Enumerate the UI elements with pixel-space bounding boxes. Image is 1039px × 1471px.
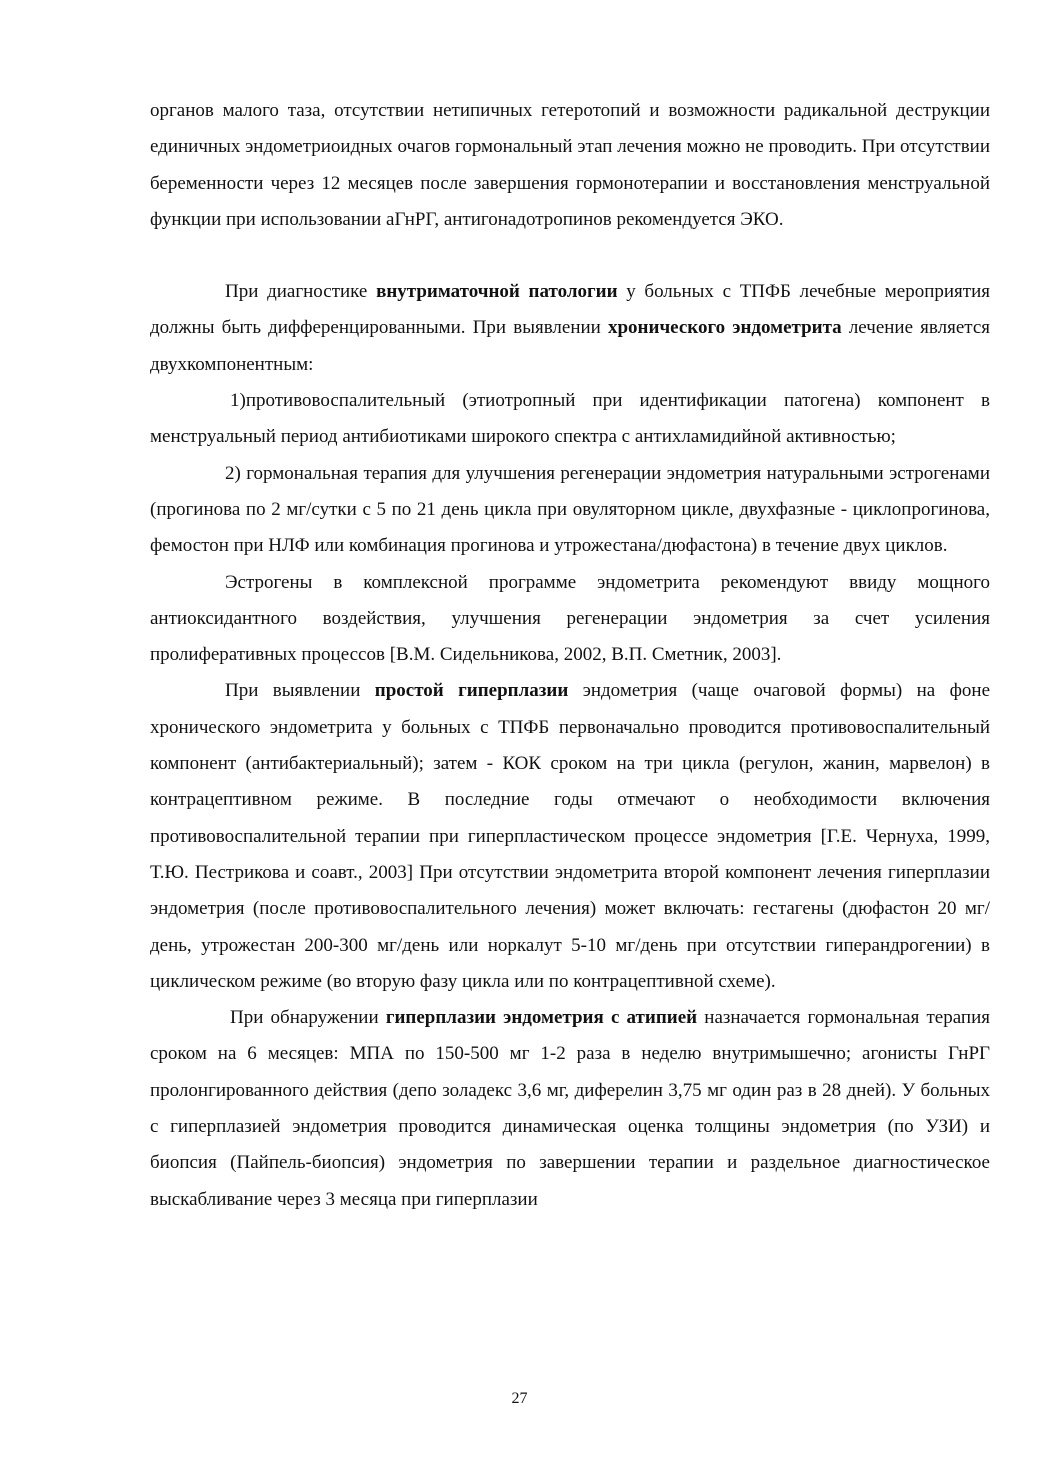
bold-term-simple-hyperplasia: простой гиперплазии xyxy=(374,680,569,702)
paragraph-2 xyxy=(150,274,990,383)
paragraph-5-text: Эстрогены в комплексной программе эндометрита рекомендуют ввиду мощного антиоксидантного воздействия, улучшения регенерации эндометрия за счет усиления пролиферативных процессов [В.М. Сидельникова, 2002, В.П. Сметник, 2003]. xyxy=(150,571,990,666)
paragraph-6-text-a: При выявлении xyxy=(225,680,375,702)
paragraph-2-text-d: лечение является двухкомпонентным: xyxy=(150,317,990,375)
paragraph-gap xyxy=(150,238,990,274)
paragraph-3 xyxy=(150,383,990,456)
paragraph-6-text-c: эндометрия (чаще очаговой формы) на фоне хронического эндометрита у больных с ТПФБ первоначально проводится противовоспалительный компонент (антибактериальный); затем - КОК сроком на три цикла (регулон, жанин, марвелон) в контрацептивном режиме. В последние годы отмечают о необходимости включения противовоспалительной терапии при гиперпластическом процессе эндометрия [Г.Е. Чернуха, 1999, Т.Ю. Пестрикова и соавт., 2003] При отсутствии эндометрита второй компонент лечения гиперплазии эндометрия (после противовоспалительного лечения) может включать: гестагены (дюфастон 20 мг/день, утрожестан 200-300 мг/день или норкалут 5-10 мг/день при отсутствии гиперандрогении) в циклическом режиме (во вторую фазу цикла или по контрацептивной схеме). xyxy=(150,680,990,992)
paragraph-2-text-c: у больных с ТПФБ лечебные мероприятия должны быть дифференцированными. При выявлении xyxy=(150,281,991,339)
paragraph-5 xyxy=(150,565,990,674)
paragraph-7 xyxy=(150,1000,990,1218)
paragraph-2-text-a: При диагностике xyxy=(225,281,377,303)
document-body xyxy=(150,93,990,1218)
paragraph-7-text-a: При обнаружении xyxy=(230,1007,386,1029)
paragraph-3-text: 1)противовоспалительный (этиотропный при идентификации патогена) компонент в менструальный период антибиотиками широкого спектра с антихламидийной активностью; xyxy=(150,390,990,448)
bold-term-atypical-hyperplasia: гиперплазии эндометрия с атипией xyxy=(385,1007,698,1029)
paragraph-1-text: органов малого таза, отсутствии нетипичных гетеротопий и возможности радикальной деструкции единичных эндометриоидных очагов гормональный этап лечения можно не проводить. При отсутствии беременности через 12 месяцев после завершения гормонотерапии и восстановления менструальной функции при использовании аГнРГ, антигонадотропинов рекомендуется ЭКО. xyxy=(150,100,990,230)
paragraph-1 xyxy=(150,93,990,238)
paragraph-6 xyxy=(150,673,990,1000)
page-number: 27 xyxy=(511,1390,528,1407)
bold-term-intrauterine-pathology: внутриматочной патологии xyxy=(376,281,618,303)
paragraph-4 xyxy=(150,456,990,565)
bold-term-chronic-endometritis: хронического эндометрита xyxy=(607,317,842,339)
paragraph-4-text: 2) гормональная терапия для улучшения регенерации эндометрия натуральными эстрогенами (прогинова по 2 мг/сутки с 5 по 21 день цикла при овуляторном цикле, двухфазные - циклопрогинова, фемостон при НЛФ или комбинация прогинова и утрожестана/дюфастона) в течение двух циклов. xyxy=(150,462,990,557)
paragraph-7-text-c: назначается гормональная терапия сроком на 6 месяцев: МПА по 150-500 мг 1-2 раза в неделю внутримышечно; агонисты ГнРГ пролонгированного действия (депо золадекс 3,6 мг, диферелин 3,75 мг один раз в 28 дней). У больных с гиперплазией эндометрия проводится динамическая оценка толщины эндометрия (по УЗИ) и биопсия (Пайпель-биопсия) эндометрия по завершении терапии и раздельное диагностическое выскабливание через 3 месяца при гиперплазии xyxy=(150,1007,990,1210)
